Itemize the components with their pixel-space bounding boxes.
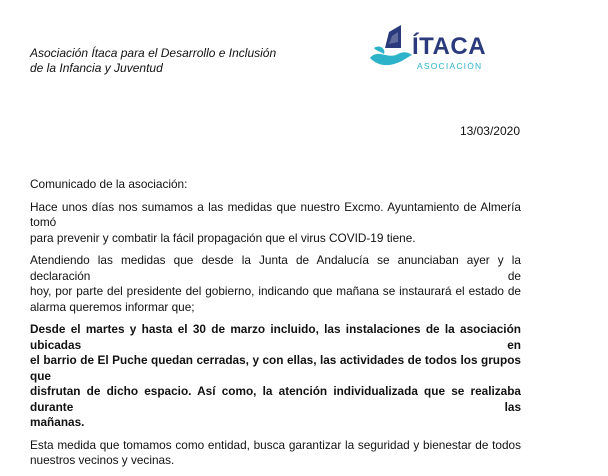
- logo-subtitle: ASOCIACIÓN: [417, 61, 483, 71]
- paragraph-2-line: hoy, por parte del presidente del gobierno, indicando que mañana se instaurará el estado de: [30, 284, 521, 298]
- paragraph-2-line: alarma queremos informar que;: [30, 299, 195, 314]
- paragraph-1-line: para prevenir y combatir la fácil propagación que el virus COVID-19 tiene.: [30, 230, 416, 245]
- organization-name-line-1: Asociación Ítaca para el Desarrollo e Inclusión: [30, 46, 277, 60]
- wave-curl: [374, 47, 384, 54]
- paragraph-3-line: mañanas.: [30, 415, 85, 429]
- organization-name: [30, 46, 330, 75]
- paragraph-2: [30, 253, 521, 315]
- paragraph-3-line: el barrio de El Puche quedan cerradas, y con ellas, las actividades de todos los grupos que: [30, 353, 521, 383]
- paragraph-3-bold: [30, 322, 521, 431]
- paragraph-1-line: Hace unos días nos sumamos a las medidas que nuestro Excmo. Ayuntamiento de Almería tomó: [30, 199, 521, 229]
- logo-wordmark: ÍTACA: [412, 33, 487, 60]
- document-body: [30, 177, 521, 476]
- paragraph-4: [30, 438, 521, 469]
- paragraph-1: [30, 200, 521, 247]
- greeting-paragraph: [30, 177, 521, 193]
- paragraph-3-line: disfrutan de dicho espacio. Así como, la atención individualizada que se realizaba durante las: [30, 384, 521, 414]
- paragraph-4-line: nuestros vecinos y vecinas.: [30, 453, 175, 467]
- paragraph-2-line: Atendiendo las medidas que desde la Junta de Andalucía se anunciaban ayer y la declaración de: [30, 253, 521, 283]
- sailboat-wave-icon: [368, 18, 418, 78]
- paragraph-3-line: Desde el martes y hasta el 30 de marzo incluido, las instalaciones de la asociación ubicadas en: [30, 322, 521, 352]
- itaca-logo: [368, 18, 498, 78]
- paragraph-4-line: Esta medida que tomamos como entidad, busca garantizar la seguridad y bienestar de todos: [30, 437, 521, 452]
- greeting-line: Comunicado de la asociación:: [30, 177, 188, 191]
- organization-name-line-2: de la Infancia y Juventud: [30, 60, 163, 75]
- document-date: 13/03/2020: [459, 124, 520, 138]
- wave-shape: [370, 52, 412, 65]
